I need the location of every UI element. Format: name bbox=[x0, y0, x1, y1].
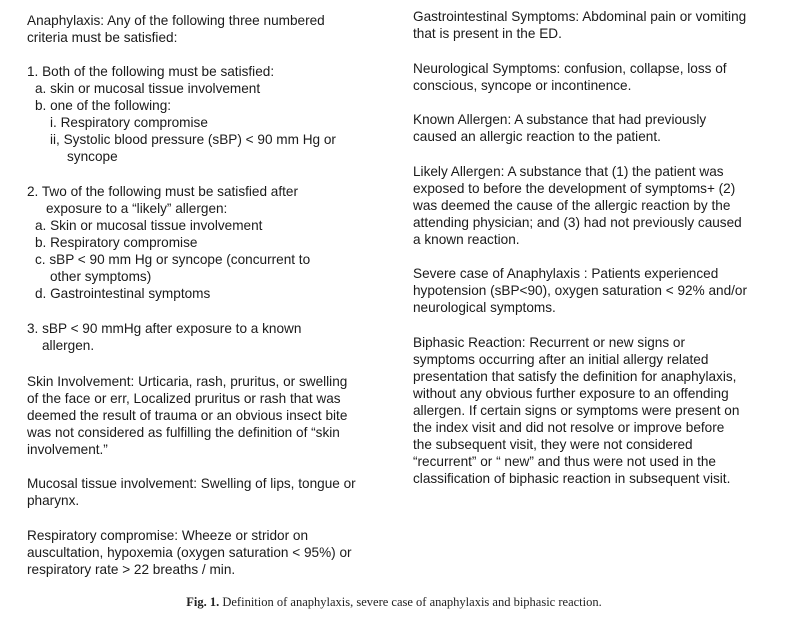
text-line: Skin Involvement: Urticaria, rash, pruritus, or swelling bbox=[27, 374, 348, 389]
text-line: criteria must be satisfied: bbox=[27, 30, 178, 45]
text-line: neurological symptoms. bbox=[413, 300, 556, 315]
criterion-2 bbox=[27, 183, 389, 302]
text-line: b. Respiratory compromise bbox=[35, 235, 198, 250]
text-line: allergen. If certain signs or symptoms were present on bbox=[413, 403, 740, 418]
text-line: was not considered as fulfilling the definition of “skin bbox=[27, 425, 340, 440]
text-line: Mucosal tissue involvement: Swelling of lips, tongue or bbox=[27, 476, 356, 491]
text-line: allergen. bbox=[42, 338, 95, 353]
text-line: b. one of the following: bbox=[35, 98, 172, 113]
text-line: conscious, syncope or incontinence. bbox=[413, 78, 632, 93]
text-line: deemed the result of trauma or an obvious insect bite bbox=[27, 408, 348, 423]
text-line: hypotension (sBP<90), oxygen saturation < 92% and/or bbox=[413, 283, 748, 298]
text-line: the subsequent visit, they were not considered bbox=[413, 437, 693, 452]
text-line: symptoms occurring after an initial allergy related bbox=[413, 352, 709, 367]
text-line: a known reaction. bbox=[413, 232, 520, 247]
text-line: exposure to a “likely” allergen: bbox=[46, 201, 228, 216]
text-line: a. skin or mucosal tissue involvement bbox=[35, 81, 261, 96]
text-line: Severe case of Anaphylaxis : Patients experienced bbox=[413, 266, 719, 281]
text-line: exposed to before the development of symptoms+ (2) bbox=[413, 181, 736, 196]
neurological-definition bbox=[413, 60, 775, 94]
severe-case-definition bbox=[413, 265, 775, 316]
text-line: 1. Both of the following must be satisfied: bbox=[27, 64, 275, 79]
mucosal-definition bbox=[27, 475, 389, 509]
skin-involvement-definition bbox=[27, 373, 389, 458]
text-line: Biphasic Reaction: Recurrent or new signs or bbox=[413, 335, 686, 350]
text-line: Known Allergen: A substance that had previously bbox=[413, 112, 707, 127]
text-line: 2. Two of the following must be satisfied after bbox=[27, 184, 299, 199]
text-line: involvement.” bbox=[27, 442, 108, 457]
text-line: pharynx. bbox=[27, 493, 80, 508]
criterion-3 bbox=[27, 320, 389, 354]
figure-caption bbox=[0, 594, 788, 610]
figure-label: Fig. 1. bbox=[186, 595, 220, 609]
text-line: Gastrointestinal Symptoms: Abdominal pain or vomiting bbox=[413, 9, 747, 24]
known-allergen-definition bbox=[413, 111, 775, 145]
text-line: i. Respiratory compromise bbox=[50, 115, 208, 130]
text-line: syncope bbox=[67, 149, 118, 164]
text-line: of the face or err, Localized pruritus or rash that was bbox=[27, 391, 341, 406]
text-line: attending physician; and (3) had not previously caused bbox=[413, 215, 742, 230]
text-line: caused an allergic reaction to the patient. bbox=[413, 129, 661, 144]
criterion-1 bbox=[27, 63, 389, 165]
text-line: without any obvious further exposure to an offending bbox=[413, 386, 729, 401]
respiratory-definition bbox=[27, 527, 389, 578]
text-line: the index visit and did not resolve or improve before bbox=[413, 420, 725, 435]
figure-caption-text: Definition of anaphylaxis, severe case of anaphylaxis and biphasic reaction. bbox=[222, 595, 602, 609]
text-line: a. Skin or mucosal tissue involvement bbox=[35, 218, 263, 233]
text-line: auscultation, hypoxemia (oxygen saturation < 95%) or bbox=[27, 545, 352, 560]
text-line: classification of biphasic reaction in subsequent visit. bbox=[413, 471, 731, 486]
likely-allergen-definition bbox=[413, 163, 775, 248]
text-line: Neurological Symptoms: confusion, collapse, loss of bbox=[413, 61, 727, 76]
text-line: ii, Systolic blood pressure (sBP) < 90 mm Hg or bbox=[50, 132, 336, 147]
text-line: “recurrent” or “ new” and thus were not used in the bbox=[413, 454, 716, 469]
text-line: other symptoms) bbox=[50, 269, 152, 284]
text-line: Likely Allergen: A substance that (1) the patient was bbox=[413, 164, 724, 179]
text-line: d. Gastrointestinal symptoms bbox=[35, 286, 211, 301]
text-line: that is present in the ED. bbox=[413, 26, 562, 41]
text-line: Anaphylaxis: Any of the following three numbered bbox=[27, 13, 325, 28]
text-line: c. sBP < 90 mm Hg or syncope (concurrent to bbox=[35, 252, 311, 267]
text-line: was deemed the cause of the allergic reaction by the bbox=[413, 198, 731, 213]
biphasic-reaction-definition bbox=[413, 334, 775, 487]
anaphylaxis-intro bbox=[27, 12, 389, 46]
gastrointestinal-definition bbox=[413, 8, 775, 42]
text-line: presentation that satisfy the definition for anaphylaxis, bbox=[413, 369, 737, 384]
text-line: 3. sBP < 90 mmHg after exposure to a known bbox=[27, 321, 302, 336]
text-line: Respiratory compromise: Wheeze or stridor on bbox=[27, 528, 309, 543]
text-line: respiratory rate > 22 breaths / min. bbox=[27, 562, 236, 577]
